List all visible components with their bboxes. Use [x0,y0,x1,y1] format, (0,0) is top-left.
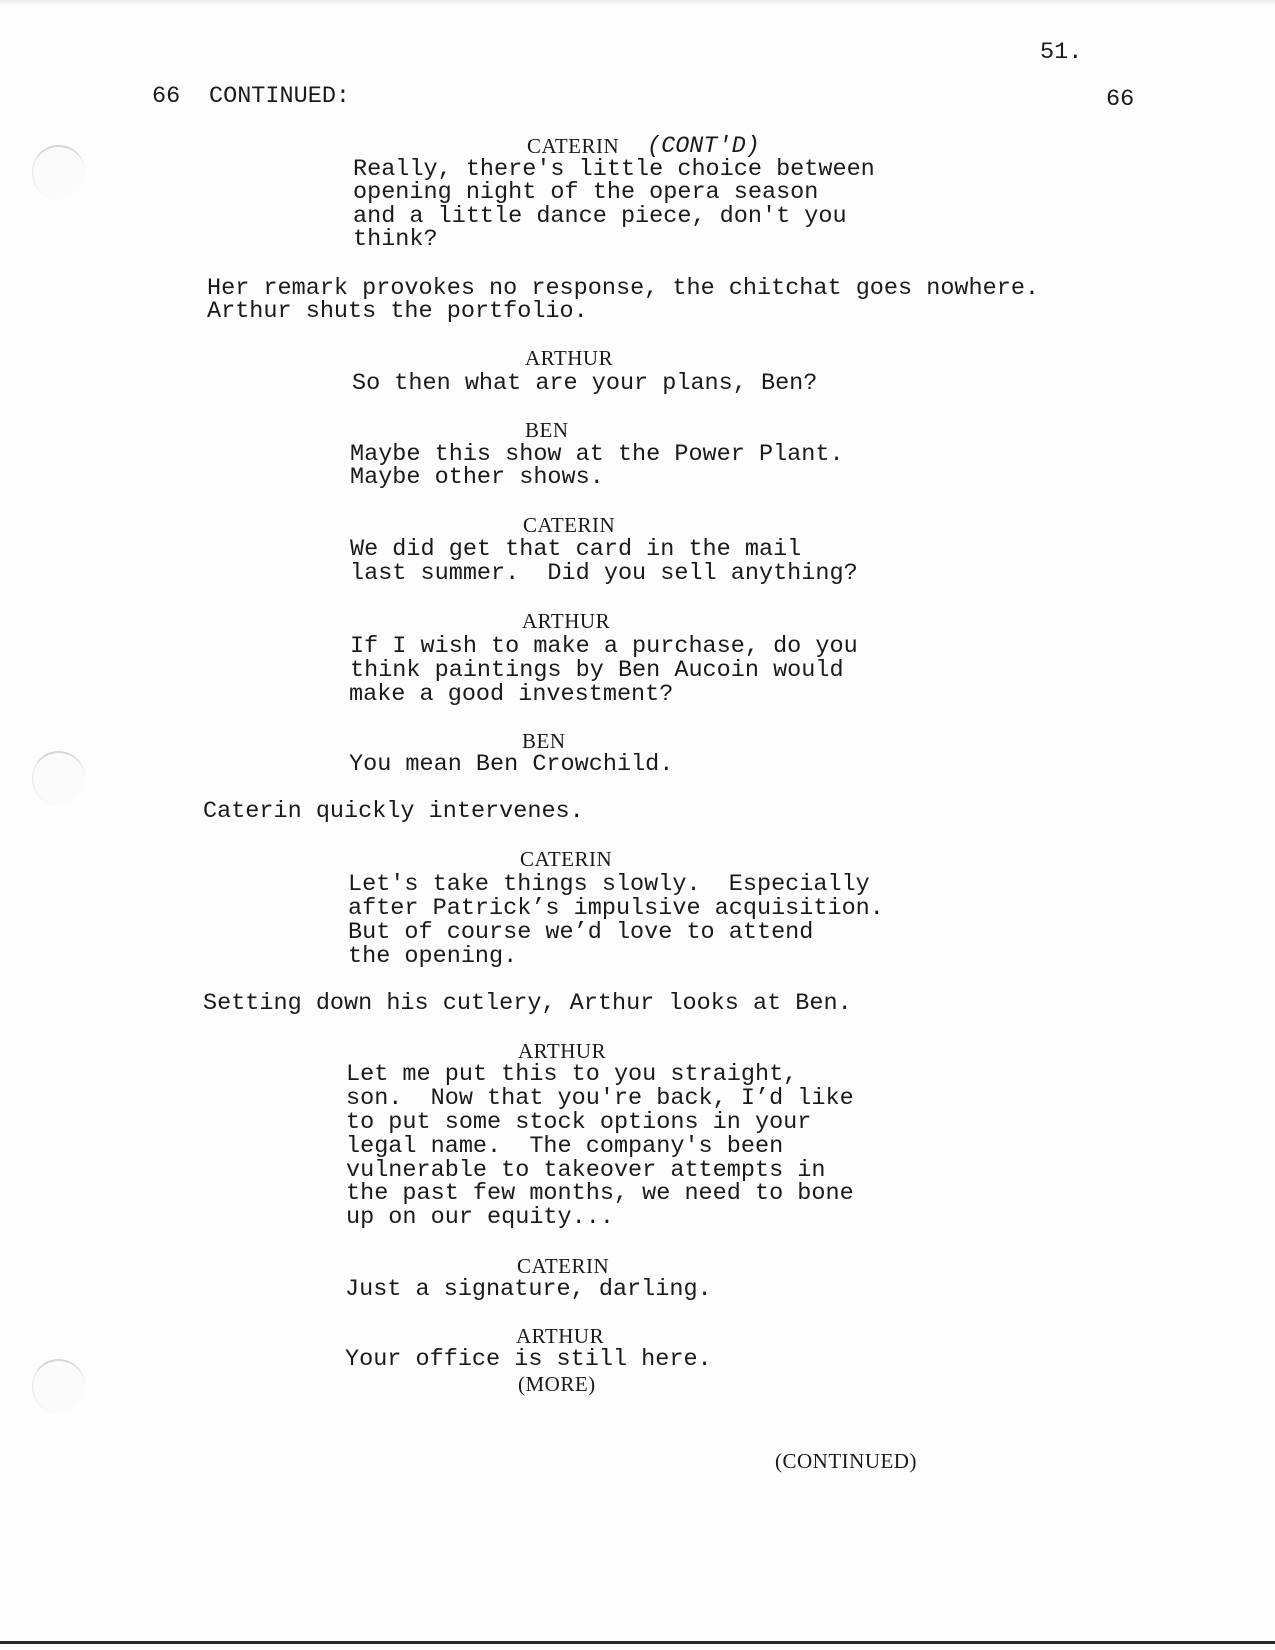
dialogue-line: legal name. The company's been [346,1133,784,1160]
continued-heading: CONTINUED: [209,83,351,110]
character-cue: CATERIN [520,847,613,871]
dialogue-line: If I wish to make a purchase, do you [350,633,858,660]
dialogue-line: We did get that card in the mail [350,536,802,563]
scan-top-edge [0,0,1275,6]
action-line: Her remark provokes no response, the chitchat goes nowhere. [207,275,1040,302]
punch-hole-middle [32,751,85,805]
character-cue: ARTHUR [522,609,611,633]
dialogue-line: You mean Ben Crowchild. [349,751,674,778]
dialogue-line: up on our equity... [346,1204,614,1231]
scene-number-left: 66 [152,83,181,110]
dialogue-line: But of course we’d love to attend [348,919,814,946]
dialogue-line: son. Now that you're back, I’d like [346,1085,854,1112]
more-marker: (MORE) [518,1372,596,1396]
dialogue-line: So then what are your plans, Ben? [352,370,818,397]
dialogue-line: Let me put this to you straight, [346,1061,798,1088]
dialogue-line: last summer. Did you sell anything? [350,560,858,587]
dialogue-line: Just a signature, darling. [345,1276,712,1303]
character-extension: (CONT'D) [647,133,760,160]
dialogue-line: the opening. [348,943,518,970]
character-cue: BEN [522,729,566,753]
scene-number-right: 66 [1106,86,1135,113]
character-cue: CATERIN [523,513,616,537]
character-cue: ARTHUR [516,1324,605,1348]
dialogue-line: after Patrick’s impulsive acquisition. [348,895,884,922]
page-number: 51. [1040,39,1083,66]
dialogue-line: make a good investment? [349,681,674,708]
dialogue-line: and a little dance piece, don't you [353,203,847,230]
dialogue-line: Let's take things slowly. Especially [348,871,870,898]
dialogue-line: Your office is still here. [345,1346,712,1373]
dialogue-line: Really, there's little choice between [353,156,875,183]
page-bottom-edge [0,1641,1275,1644]
character-cue: ARTHUR [525,346,614,370]
punch-hole-top [32,145,85,199]
continued-footer: (CONTINUED) [775,1449,917,1473]
character-cue: CATERIN [517,1254,610,1278]
dialogue-line: think paintings by Ben Aucoin would [350,657,844,684]
dialogue-line: think? [353,226,438,253]
character-cue: BEN [525,418,569,442]
character-cue: CATERIN [527,134,620,158]
dialogue-line: vulnerable to takeover attempts in [346,1157,826,1184]
dialogue-line: the past few months, we need to bone [346,1180,854,1207]
dialogue-line: opening night of the opera season [353,179,819,206]
action-line: Setting down his cutlery, Arthur looks at Ben. [203,990,852,1017]
action-line: Arthur shuts the portfolio. [207,298,588,325]
character-cue: ARTHUR [518,1039,607,1063]
action-line: Caterin quickly intervenes. [203,798,584,825]
dialogue-line: to put some stock options in your [346,1109,812,1136]
dialogue-line: Maybe other shows. [350,464,604,491]
dialogue-line: Maybe this show at the Power Plant. [350,441,844,468]
punch-hole-bottom [32,1359,85,1413]
